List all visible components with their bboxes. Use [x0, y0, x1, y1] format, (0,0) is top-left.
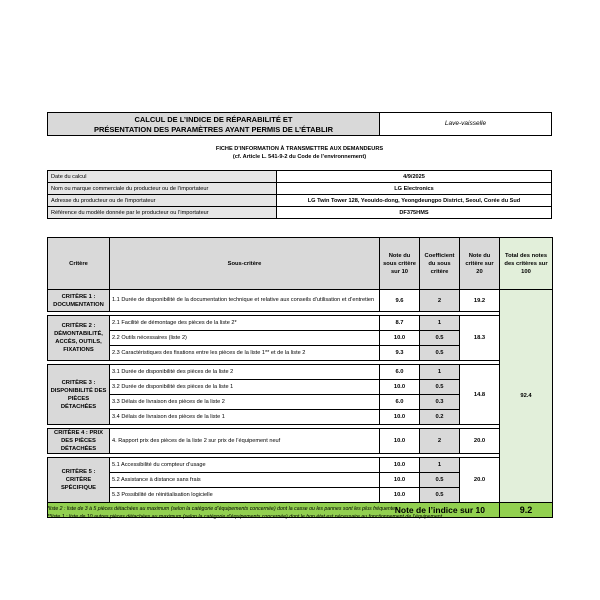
subcriterion-coef: 0.5 — [420, 331, 460, 346]
criterion-score: 20.0 — [460, 458, 500, 503]
subcriterion-note: 9.3 — [380, 346, 420, 361]
final-score-label: Note de l’indice sur 10 — [48, 503, 500, 518]
subcriterion-coef: 2 — [420, 290, 460, 312]
subcriterion-coef: 0.5 — [420, 380, 460, 395]
document-title — [47, 112, 380, 136]
subcriterion-coef: 2 — [420, 429, 460, 454]
subcriterion-note: 8.7 — [380, 316, 420, 331]
info-value: LG Twin Tower 128, Yeouido-dong, Yeongdeungpo District, Seoul, Corée du Sud — [277, 195, 552, 207]
info-value: DF375HMS — [277, 207, 552, 219]
fiche-heading — [47, 145, 552, 161]
subcriterion-note: 10.0 — [380, 410, 420, 425]
criterion-name: CRITÈRE 3 : DISPONIBILITÉ DES PIÈCES DÉTACHÉES — [48, 365, 110, 425]
subcriterion-label: 3.2 Durée de disponibilité des pièces de la liste 1 — [110, 380, 380, 395]
subcriterion-note: 10.0 — [380, 458, 420, 473]
col-header-note-sous: Note du sous critère sur 10 — [380, 238, 420, 290]
subcriterion-coef: 1 — [420, 458, 460, 473]
info-label: Nom ou marque commerciale du producteur ou de l’importateur — [48, 183, 277, 195]
table-row — [48, 429, 553, 454]
subcriterion-label: 1.1 Durée de disponibilité de la documentation technique et relative aux conseils d’utilisation et d’entretien — [110, 290, 380, 312]
title-line-2: PRÉSENTATION DES PARAMÈTRES AYANT PERMIS DE L’ÉTABLIR — [93, 125, 334, 134]
criterion-name: CRITÈRE 4 : PRIX DES PIÈCES DÉTACHÉES — [48, 429, 110, 454]
info-row — [48, 183, 552, 195]
col-header-note-critere: Note du critère sur 20 — [460, 238, 500, 290]
table-row — [48, 458, 553, 473]
subcriterion-note: 6.0 — [380, 365, 420, 380]
footnote: *liste 2 : liste de 3 à 5 pièces détachées au maximum (selon la catégorie d’équipements concernée) dont la casse ou les pannes sont les plus fréquentes ; — [47, 506, 401, 512]
subcriterion-coef: 1 — [420, 316, 460, 331]
footnotes — [47, 505, 567, 521]
subcriterion-note: 10.0 — [380, 429, 420, 454]
subcriterion-coef: 0.5 — [420, 473, 460, 488]
final-score-value: 9.2 — [500, 503, 553, 518]
subcriterion-coef: 1 — [420, 365, 460, 380]
subcriterion-note: 10.0 — [380, 473, 420, 488]
footnote: **liste 1 : liste de 10 autres pièces détachées au maximum (selon la catégorie d’équipements concernée) dont le bon état est nécessaire au fonctionnement de l’équipement. — [47, 514, 444, 520]
subcriterion-note: 10.0 — [380, 380, 420, 395]
criterion-score: 20.0 — [460, 429, 500, 454]
criterion-score: 18.3 — [460, 316, 500, 361]
title-line-1: CALCUL DE L’INDICE DE RÉPARABILITÉ ET — [134, 115, 293, 124]
repairability-table — [47, 237, 553, 518]
col-header-sous-critere: Sous-critère — [110, 238, 380, 290]
table-row — [48, 365, 553, 380]
subcriterion-note: 6.0 — [380, 395, 420, 410]
info-label: Référence du modèle donnée par le producteur ou l’importateur — [48, 207, 277, 219]
subcriterion-label: 3.4 Délais de livraison des pièces de la liste 1 — [110, 410, 380, 425]
subcriterion-label: 2.3 Caractéristiques des fixations entre les pièces de la liste 1** et de la liste 2 — [110, 346, 380, 361]
subcriterion-label: 3.3 Délais de livraison des pièces de la liste 2 — [110, 395, 380, 410]
subcriterion-label: 2.2 Outils nécessaires (liste 2) — [110, 331, 380, 346]
fiche-line-2: (cf. Article L. 541-9-2 du Code de l’environnement) — [232, 154, 367, 160]
info-label: Adresse du producteur ou de l’importateur — [48, 195, 277, 207]
subcriterion-label: 5.1 Accessibilité du compteur d’usage — [110, 458, 380, 473]
subcriterion-coef: 0.5 — [420, 346, 460, 361]
info-row — [48, 171, 552, 183]
criterion-score: 19.2 — [460, 290, 500, 312]
info-label: Date du calcul — [48, 171, 277, 183]
subcriterion-coef: 0.3 — [420, 395, 460, 410]
product-category: Lave-vaisselle — [380, 112, 552, 136]
subcriterion-note: 10.0 — [380, 331, 420, 346]
info-row — [48, 195, 552, 207]
info-value: LG Electronics — [277, 183, 552, 195]
producer-info-table — [47, 170, 552, 219]
subcriterion-note: 9.6 — [380, 290, 420, 312]
criterion-score: 14.8 — [460, 365, 500, 425]
table-row — [48, 316, 553, 331]
info-value: 4/9/2025 — [277, 171, 552, 183]
table-header-row — [48, 238, 553, 290]
subcriterion-coef: 0.2 — [420, 410, 460, 425]
subcriterion-label: 5.3 Possibilité de réinitialisation logicielle — [110, 488, 380, 503]
criterion-name: CRITÈRE 5 : CRITÈRE SPÉCIFIQUE — [48, 458, 110, 503]
total-score: 92.4 — [500, 290, 553, 503]
col-header-coef: Coefficient du sous critère — [420, 238, 460, 290]
col-header-critere: Critère — [48, 238, 110, 290]
criterion-name: CRITÈRE 2 : DÉMONTABILITÉ, ACCÈS, OUTILS, FIXATIONS — [48, 316, 110, 361]
table-row — [48, 290, 553, 312]
subcriterion-coef: 0.5 — [420, 488, 460, 503]
subcriterion-label: 2.1 Facilité de démontage des pièces de la liste 2* — [110, 316, 380, 331]
col-header-total: Total des notes des critères sur 100 — [500, 238, 553, 290]
criterion-name: CRITÈRE 1 : DOCUMENTATION — [48, 290, 110, 312]
subcriterion-label: 5.2 Assistance à distance sans frais — [110, 473, 380, 488]
subcriterion-label: 3.1 Durée de disponibilité des pièces de la liste 2 — [110, 365, 380, 380]
fiche-line-1: FICHE D’INFORMATION À TRANSMETTRE AUX DEMANDEURS — [215, 146, 384, 152]
subcriterion-label: 4. Rapport prix des pièces de la liste 2 sur prix de l’équipement neuf — [110, 429, 380, 454]
subcriterion-note: 10.0 — [380, 488, 420, 503]
info-row — [48, 207, 552, 219]
